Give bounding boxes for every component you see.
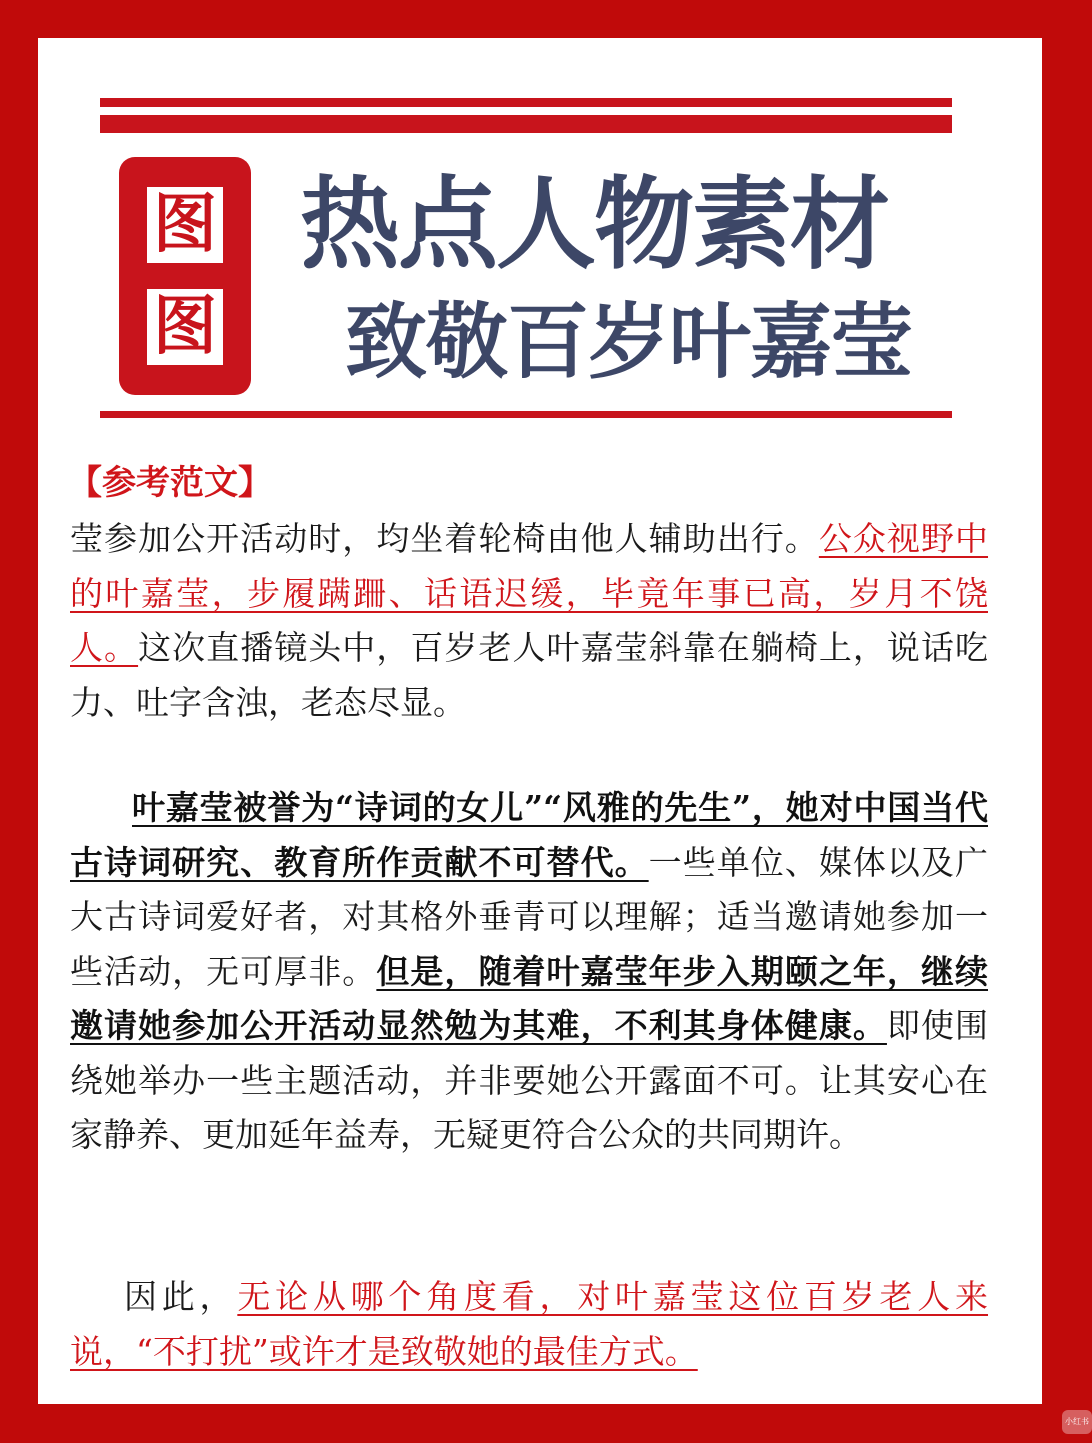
p2-segment: 即使围绕她举办一些主题活动，并非要她公开露面不可。让其安心在家静养、更加延年益寿，无疑更符合公众的共同期许。	[70, 1006, 989, 1154]
p1-segment: 莹参加公开活动时，均坐着轮椅由他人辅助出行。	[70, 519, 819, 558]
header-bottom-rule	[100, 411, 952, 418]
p3-highlight: 无论从哪个角度看，对叶嘉莹这位百岁老人来说，“不打扰”或许才是致敬她的最佳方式。	[70, 1277, 989, 1371]
page-subtitle: 致敬百岁叶嘉莹	[345, 295, 913, 390]
p2-segment: 一些单位、媒体以及广大古诗词爱好者，对其格外垂青可以理解；适当邀请她参加一些活动，无可厚非。	[70, 842, 989, 991]
paragraph-1	[70, 512, 988, 730]
badge-char-bottom: 图	[147, 289, 223, 365]
p3-segment: 因此，	[124, 1277, 238, 1316]
top-rule-thick	[100, 115, 952, 133]
top-rule-thin	[100, 98, 952, 107]
p2-emphasis: 叶嘉莹被誉为“诗词的女儿”“风雅的先生”，她对中国当代古诗词研究、教育所作贡献不可替代。	[70, 788, 988, 882]
p1-highlight: 公众视野中的叶嘉莹，步履蹒跚、话语迟缓，毕竟年事已高，岁月不饶人。	[70, 519, 989, 667]
p1-segment: 这次直播镜头中，百岁老人叶嘉莹斜靠在躺椅上，说话吃力、吐字含浊，老态尽显。	[70, 628, 989, 722]
section-heading: 【参考范文】	[68, 463, 272, 503]
watermark-logo: 小红书	[1062, 1410, 1092, 1434]
tu-badge	[119, 157, 251, 395]
p2-emphasis: 但是，随着叶嘉莹年步入期颐之年，继续邀请她参加公开活动显然勉为其难，不利其身体健康。	[70, 951, 989, 1045]
badge-char-top: 图	[147, 187, 223, 263]
paragraph-3	[70, 1270, 988, 1379]
page-title: 热点人物素材	[300, 166, 888, 283]
paragraph-2	[70, 781, 988, 1163]
